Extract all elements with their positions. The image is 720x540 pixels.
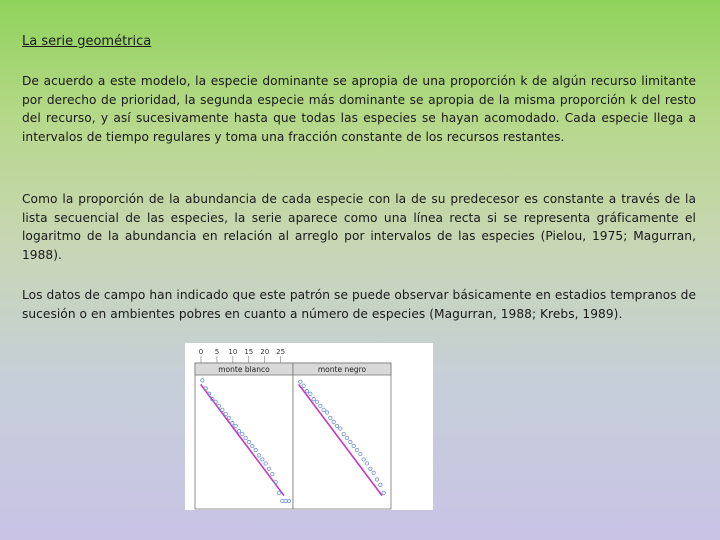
x-tick-label: 5 [214,348,220,356]
x-tick-label: 0 [198,348,204,356]
x-tick-label: 20 [260,348,270,356]
x-tick-label: 10 [228,348,238,356]
x-tick-label: 25 [276,348,286,356]
rank-abundance-chart [185,343,433,510]
x-tick-label: 15 [244,348,254,356]
rank-abundance-figure [185,343,433,510]
panel-strip-label: monte negro [317,365,367,374]
paragraph-field-data: Los datos de campo han indicado que este patrón se puede observar básicamente en estadios tempranos de sucesión o en ambientes pobres en cuanto a número de especies (Magurran, 1988; Krebs, 1989). [22,288,696,321]
paragraph-model-description: De acuerdo a este modelo, la especie dominante se apropia de una proporción k de algún recurso limitante por derecho de prioridad, la segunda especie más dominante se apropia de la misma proporción k del resto del recurso, y así sucesivamente hasta que todas las especies se hayan acomodado. Cada especie llega a intervalos de tiempo regulares y toma una fracción constante de los recursos restantes. [22,74,696,144]
slide-title: La serie geométrica [22,34,152,49]
paragraph-log-abundance: Como la proporción de la abundancia de cada especie con la de su predecesor es constante a través de la lista secuencial de las especies, la serie aparece como una línea recta si se representa gráficamente el logaritmo de la abundancia en relación al arreglo por intervalos de las especies (Pielou, 1975; Magurran, 1988). [22,192,696,262]
panel-strip-label: monte blanco [218,365,270,374]
